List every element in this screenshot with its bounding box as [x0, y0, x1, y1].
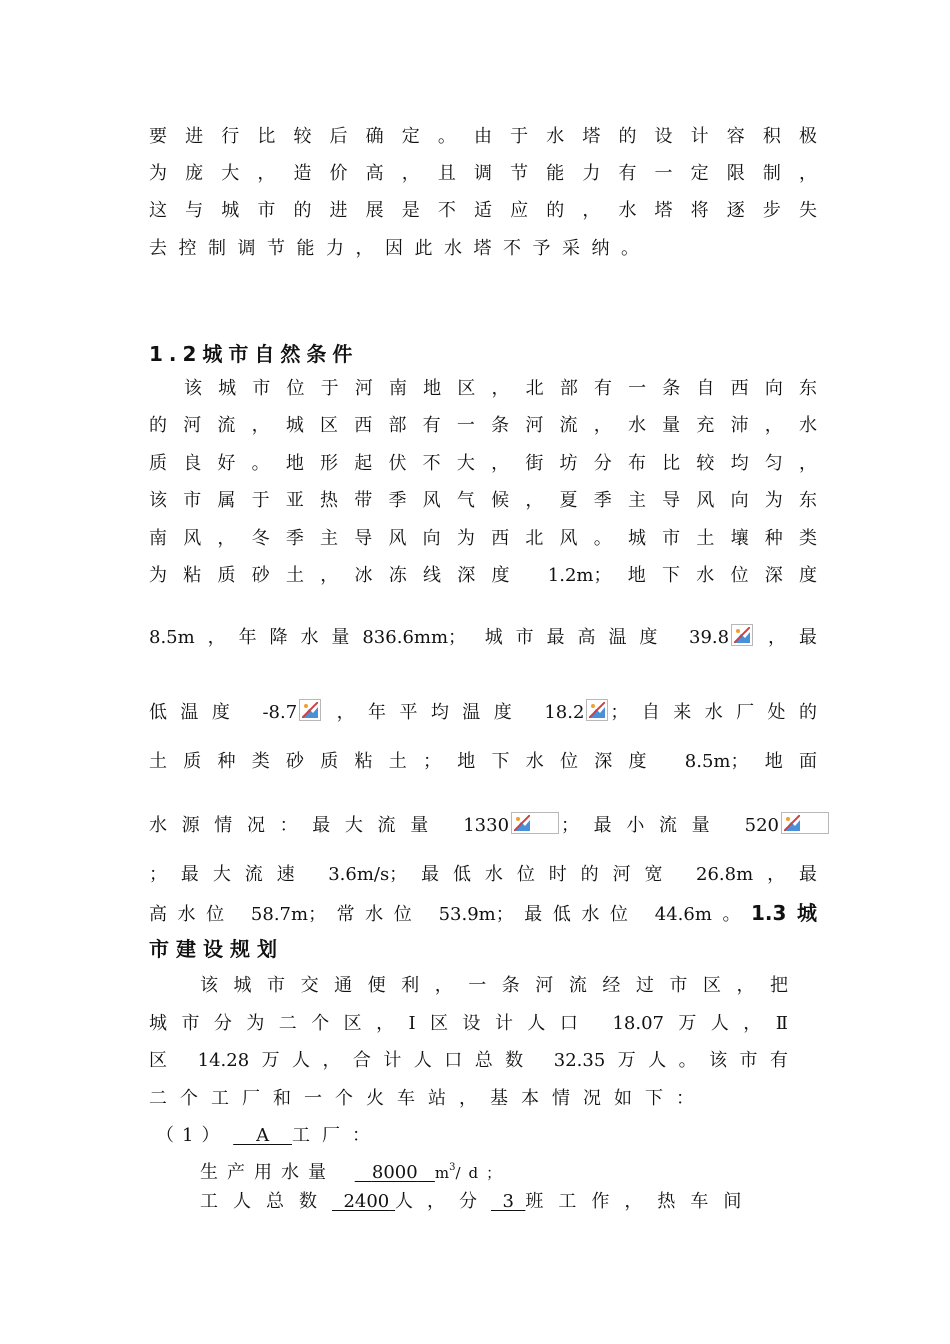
text-line [149, 699, 817, 725]
section-heading-1-3-cont: 市建设规划 [149, 937, 284, 961]
text-segment: 生产用水量 [200, 1162, 335, 1183]
text-segment: 高水位 58.7m；常水位 53.9m；最低水位 44.6m。 [149, 904, 752, 925]
text-segment: ，年平均温度 18.2 [323, 702, 585, 723]
broken-image-icon [299, 699, 321, 721]
text-line: 区 14.28万人，合计人口总数 32.35万人。该市有 [149, 1050, 788, 1071]
text-segment: 人，分 [395, 1191, 491, 1212]
text-line: 土质种类砂质粘土；地下水位深度 8.5m；地面 [149, 751, 817, 772]
text-line: ；最大流速 3.6m/s；最低水位时的河宽 26.8m，最 [149, 864, 817, 885]
text-segment: 工人总数 [200, 1191, 332, 1212]
factory-name: A [256, 1125, 270, 1146]
text-line [149, 900, 817, 926]
unit: $m^3/d$； [434, 1162, 510, 1182]
list-item [156, 1123, 382, 1149]
text-segment: ；自来水厂处的 [610, 702, 817, 723]
shifts-value: 3 [502, 1191, 514, 1212]
text-segment: 水源情况：最大流量 1330 [149, 815, 510, 836]
item-number: （1） [156, 1125, 228, 1146]
section-heading-1-3: 1.3城 [751, 901, 817, 925]
text-line: 为庞大，造价高，且调节能力有一定限制， [149, 163, 817, 184]
broken-image-icon [511, 812, 559, 834]
text-line [149, 624, 817, 650]
text-segment: 工厂： [291, 1125, 382, 1146]
text-line: 南风，冬季主导风向为西北风。城市土壤种类 [149, 528, 817, 549]
text-line [149, 812, 831, 838]
text-segment: 低温度 -8.7 [149, 702, 298, 723]
text-line: 质良好。地形起伏不大，街坊分布比较均匀， [149, 453, 817, 474]
text-line: 二个工厂和一个火车站，基本情况如下： [149, 1088, 707, 1109]
text-line: 为粘质砂土，冰冻线深度 1.2m；地下水位深度 [149, 565, 817, 586]
section-heading-1-2: 1.2城市自然条件 [149, 342, 359, 366]
text-line: 去控制调节能力，因此水塔不予采纳。 [149, 238, 651, 259]
production-water-value: 8000 [371, 1162, 418, 1183]
text-line: 该市属于亚热带季风气候，夏季主导风向为东 [149, 490, 817, 511]
workers-value: 2400 [343, 1191, 390, 1212]
text-segment: ；最小流量 520 [561, 815, 780, 836]
broken-image-icon [781, 812, 829, 834]
text-segment: ，最 [755, 627, 817, 648]
text-line: 这与城市的进展是不适应的，水塔将逐步失 [149, 200, 817, 221]
text-line: 的河流，城区西部有一条河流，水量充沛，水 [149, 415, 817, 436]
text-segment: 8.5m，年降水量836.6mm； 城市最高温度 39.8 [149, 627, 730, 648]
text-line: 该城市位于河南地区，北部有一条自西向东 [184, 378, 817, 399]
text-line: 该城市交通便利，一条河流经过市区，把 [200, 975, 788, 996]
broken-image-icon [586, 699, 608, 721]
text-line: 要进行比较后确定。由于水塔的设计容积极 [149, 126, 817, 147]
workers-line [200, 1189, 788, 1215]
production-water-line [200, 1155, 509, 1181]
text-segment: 班工作，热车间 [525, 1191, 757, 1212]
broken-image-icon [731, 624, 753, 646]
text-line: 城市分为二个区，Ⅰ区设计人口 18.07万人，Ⅱ [149, 1013, 788, 1034]
